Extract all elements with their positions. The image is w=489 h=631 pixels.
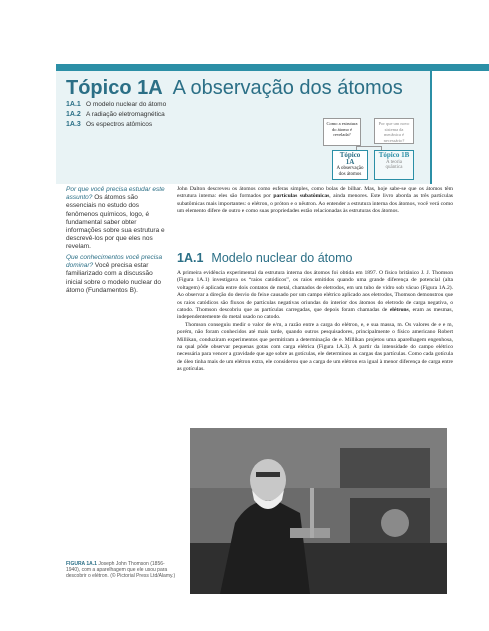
section-paragraph-2: Thomson conseguiu medir o valor de e/m, a razão entre a carga do elétron, e, e sua massa, m. Os valores de e e m, porém, não foram conhecidos até mais tarde, quando outros pesquisadores, principalmente o físico americano Robert Millikan, conduziram experimentos que permitiram a determinação de e. Millikan projetou uma aparelhagem engenhosa, na qual pôde observar pequenas gotas com carga elétrica (Figura 1A.3). A partir da intensidade do campo elétrico necessária para vencer a gravidade que age sobre as gotículas, ele determinou as cargas das partículas. Como cada gotícula de óleo tinha mais de um elétron extra, ele considerou que a carga de um elétron era igual à menor diferença de carga entre as gotículas. xyxy=(177,321,453,373)
topic-contents xyxy=(66,100,166,130)
toc-item[interactable]: 1A.3 Os espectros atômicos xyxy=(66,121,153,128)
thomson-photo xyxy=(190,428,447,594)
toc-item[interactable]: 1A.2 A radiação eletromagnética xyxy=(66,111,165,118)
key-term: elétrons xyxy=(389,307,409,314)
topic-title xyxy=(66,77,403,100)
flow-next-topic-box[interactable] xyxy=(374,150,414,180)
section-number: 1A.1 xyxy=(177,251,204,265)
section-title: Modelo nuclear do átomo xyxy=(211,251,353,265)
next-topic-number: Tópico 1B xyxy=(378,151,410,159)
section-paragraph-1: A primeira evidência experimental da estrutura interna dos átomos foi obtida em 1897. O físico britânico J. J. Thomson (Figura 1A.1) investigava os “raios catódicos”, os raios emitidos quando uma grande diferença de potencial (alta voltagem) é aplicada entre dois contatos de metal, chamados de eletrodos, em um tubo de vidro sob vácuo (Figura 1A.2). Ao observar a direção do desvio do feixe causado por um campo elétrico aplicado aos eletrodos, Thomson demonstrou que os raios catódicos são fluxos de partículas negativas oriundas do interior dos átomos do eletrodo de carga negativa, o catodo. Thomson descobriu que as partículas carregadas, que depois foram chamadas de elétrons, eram as mesmas, independentemente do metal usado no catodo. xyxy=(177,270,453,321)
current-topic-number: Tópico 1A xyxy=(339,151,361,166)
prior-answer: Você precisa estar familiarizado com a discussão inicial sobre o modelo nuclear do átomo (Fundamentos B). xyxy=(66,262,162,294)
intro-paragraph: John Dalton descreveu os átomos como esferas simples, como bolas de bilhar. Mas, hoje sabe-se que os átomos têm estrutura interna: eles são formados por partículas subatômicas, ainda menores. Este livro aborda as três partículas subatômicas mais importantes: o elétron, o próton e o nêutron. Ao entender a estrutura interna dos átomos, você verá como um elemento difere de outro e como suas propriedades estão relacionadas às estruturas dos átomos. xyxy=(177,186,453,215)
flow-next-question-box: Por que um novo sistema da mecânica é necessário? xyxy=(374,118,414,144)
next-topic-title: A teoria quântica xyxy=(385,159,403,170)
figure-caption xyxy=(66,561,176,580)
figure-label: FIGURA 1A.1 xyxy=(66,561,97,567)
section-body xyxy=(177,270,453,374)
prior-question: Que conhecimentos você precisa dominar? xyxy=(66,254,163,270)
flow-current-topic-box xyxy=(332,150,368,180)
toc-item[interactable]: 1A.1 O modelo nuclear do átomo xyxy=(66,101,167,108)
why-question: Por que você precisa estudar este assunto? xyxy=(66,186,165,202)
figure-caption-text: Joseph John Thomson (1856-1940), com a aparelhagem que ele usou para descobrir o elétron. (© Pictorial Press Ltd/Alamy.) xyxy=(66,561,176,580)
section-heading xyxy=(177,249,352,267)
current-topic-title: A observação dos átomos xyxy=(336,166,364,177)
header-edge-line xyxy=(430,71,432,184)
flow-question-box: Como a estrutura do átomo é revelada? xyxy=(323,118,361,146)
why-answer: Os átomos são essenciais no estudo dos fenômenos químicos, logo, é fundamental saber obter informações sobre sua estrutura e descrevê-los por que eles nos revelam. xyxy=(66,194,165,251)
topic-title-text: A observação dos átomos xyxy=(172,77,403,99)
why-study-note xyxy=(66,186,170,252)
photo-illustration xyxy=(190,428,447,594)
prior-knowledge-note xyxy=(66,254,170,295)
topic-number: Tópico 1A xyxy=(66,77,163,99)
key-term: partículas subatômicas xyxy=(273,193,330,200)
header-accent-bar xyxy=(56,64,489,71)
